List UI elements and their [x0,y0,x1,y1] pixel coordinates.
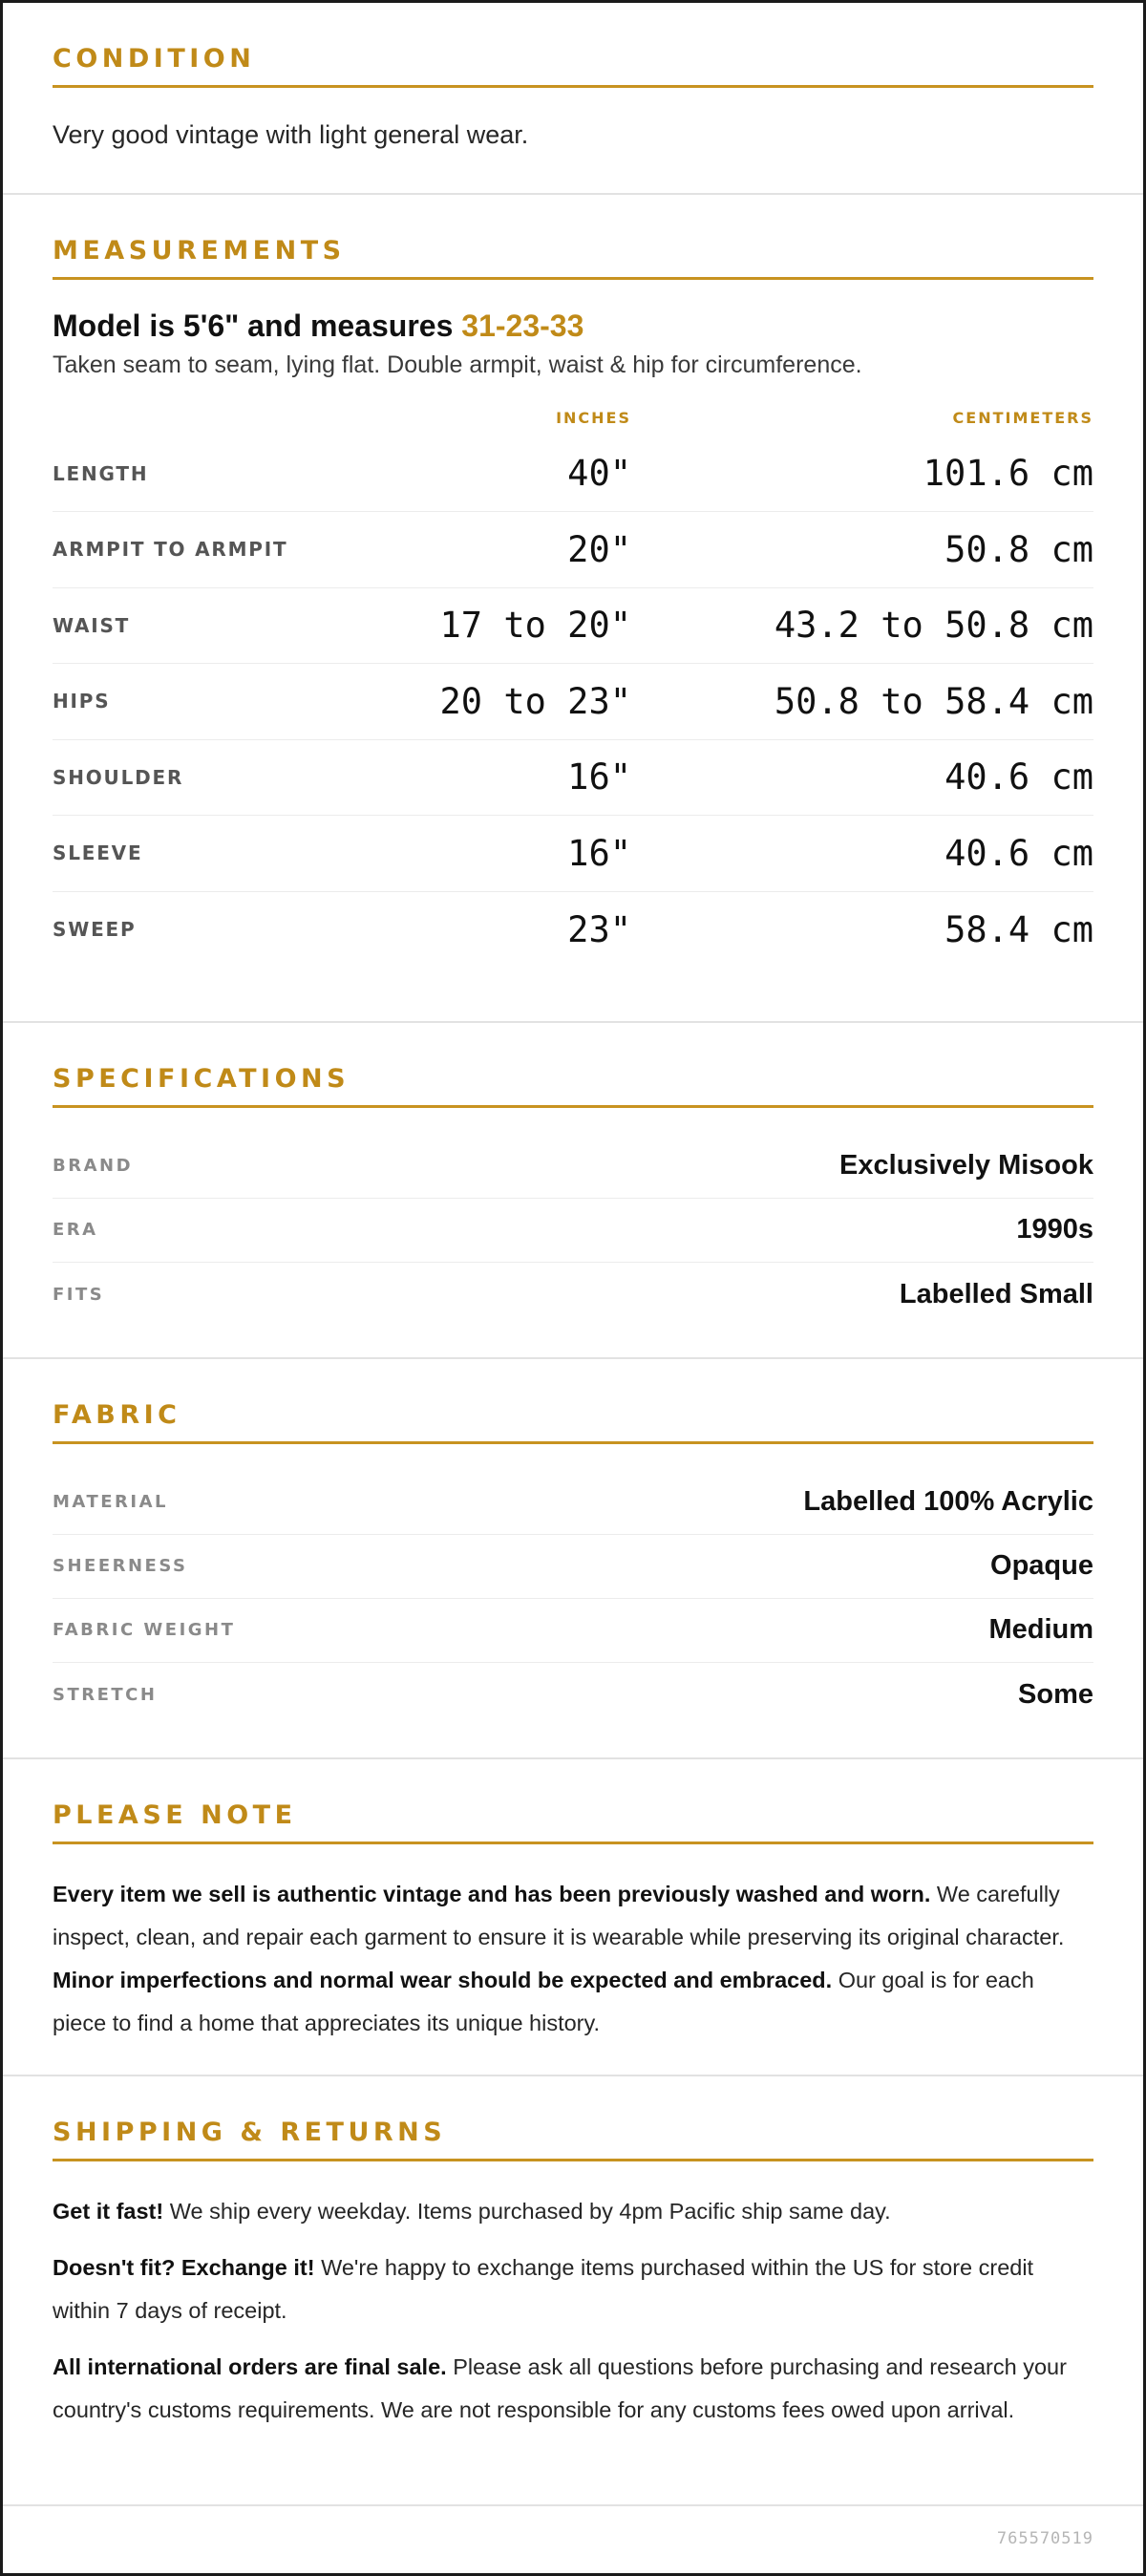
table-row [53,588,1093,665]
measurement-label: ARMPIT TO ARMPIT [53,538,288,562]
measurement-cm: 50.8 cm [944,528,1093,570]
measurement-inches: 23" [567,908,631,950]
please-note-section [3,1759,1143,2076]
spec-value: Labelled Small [899,1278,1093,1309]
measurement-label: LENGTH [53,461,149,485]
list-item [53,1263,1093,1327]
specifications-section [3,1023,1143,1359]
model-info [53,309,1093,344]
please-note-text [53,1873,1093,2045]
spec-key: FITS [53,1284,105,1305]
list-item [53,1535,1093,1599]
measurement-inches: 20 to 23" [439,680,631,722]
fabric-key: SHEERNESS [53,1556,188,1577]
measurement-cm: 40.6 cm [944,832,1093,874]
list-item [53,1199,1093,1263]
shipping-returns-section [3,2076,1143,2506]
measurement-cm: 43.2 to 50.8 cm [774,605,1093,647]
table-row [53,436,1093,513]
list-item [53,1471,1093,1535]
fabric-key: FABRIC WEIGHT [53,1620,236,1641]
fabric-title: FABRIC [53,1401,1093,1444]
measurements-title: MEASUREMENTS [53,237,1093,280]
measurement-label: SWEEP [53,918,137,942]
specifications-list [53,1135,1093,1327]
measurement-label: SLEEVE [53,841,143,865]
shipping-bold: Get it fast! [53,2198,164,2224]
spec-value: Exclusively Misook [839,1150,1093,1182]
fabric-value: Medium [988,1614,1093,1646]
shipping-bold: Doesn't fit? Exchange it! [53,2254,315,2280]
product-id: 765570519 [996,2529,1093,2548]
shipping-paragraph [53,2190,1093,2233]
condition-text: Very good vintage with light general wear. [53,119,529,149]
measurement-cm: 50.8 to 58.4 cm [774,680,1093,722]
shipping-text: We ship every weekday. Items purchased by 4pm Pacific ship same day. [163,2198,891,2224]
measurement-inches: 16" [567,756,631,798]
table-row [53,512,1093,588]
fabric-section [3,1359,1143,1759]
shipping-paragraph [53,2246,1093,2332]
table-row [53,664,1093,740]
shipping-paragraph [53,2346,1093,2432]
measurement-inches: 17 to 20" [439,605,631,647]
measurement-cm: 101.6 cm [923,453,1093,495]
note-bold-2: Minor imperfections and normal wear should be expected and embraced. [53,1967,833,1992]
table-row [53,892,1093,969]
shipping-bold: All international orders are final sale. [53,2353,447,2379]
fabric-key: MATERIAL [53,1492,168,1513]
measurements-table [53,436,1093,969]
fabric-value: Labelled 100% Acrylic [803,1486,1093,1518]
fabric-list [53,1471,1093,1727]
shipping-text: We're happy to exchange items purchased within the US for store credit within 7 days of receipt. [53,2254,1034,2323]
shipping-text: Please ask all questions before purchasing and research your country's customs requirements. We are not responsible for any customs fees owed upon arrival. [53,2353,1067,2422]
list-item [53,1135,1093,1199]
measurement-cm: 40.6 cm [944,756,1093,798]
model-measures: 31-23-33 [461,308,584,343]
list-item [53,1599,1093,1663]
list-item [53,1663,1093,1727]
note-text-2: Our goal is for each piece to find a home that appreciates its unique history. [53,1967,1034,2035]
spec-value: 1990s [1016,1214,1093,1245]
centimeters-column-header: CENTIMETERS [952,409,1093,428]
shipping-title: SHIPPING & RETURNS [53,2118,1093,2161]
measurement-inches: 20" [567,528,631,570]
table-row [53,740,1093,817]
spec-key: ERA [53,1220,98,1241]
note-bold-1: Every item we sell is authentic vintage and has been previously washed and worn. [53,1881,931,1906]
condition-title: CONDITION [53,45,1093,88]
fabric-value: Opaque [990,1550,1093,1582]
inches-column-header: INCHES [556,409,631,428]
measurement-label: WAIST [53,613,131,637]
measurements-section [3,195,1143,1023]
measurements-header [53,404,1093,433]
measurement-label: SHOULDER [53,765,184,789]
measurement-inches: 16" [567,832,631,874]
measurement-label: HIPS [53,690,111,713]
measurement-inches: 40" [567,453,631,495]
fabric-value: Some [1018,1678,1093,1710]
measurement-note: Taken seam to seam, lying flat. Double armpit, waist & hip for circumference. [53,351,862,378]
measurement-cm: 58.4 cm [944,908,1093,950]
shipping-paragraphs [53,2190,1093,2432]
note-text-1: We carefully inspect, clean, and repair each garment to ensure it is wearable while preserving its original character. [53,1881,1065,1949]
spec-key: BRAND [53,1156,134,1177]
fabric-key: STRETCH [53,1684,158,1705]
table-row [53,816,1093,892]
model-prefix: Model is 5'6" and measures [53,308,462,343]
please-note-title: PLEASE NOTE [53,1801,1093,1844]
condition-section [3,3,1143,195]
specifications-title: SPECIFICATIONS [53,1065,1093,1108]
